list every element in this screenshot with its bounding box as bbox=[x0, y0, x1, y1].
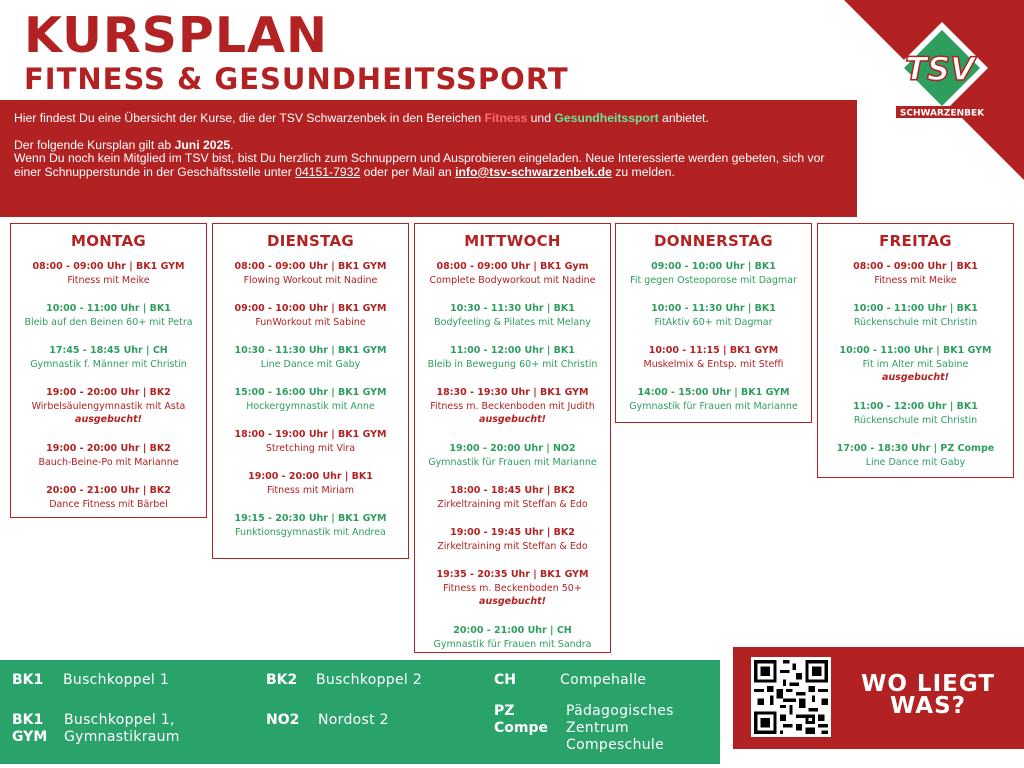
course-name: Muskelmix & Entsp. mit Steffi bbox=[643, 359, 784, 370]
course-entry bbox=[415, 344, 610, 371]
course-time: 10:30 - 11:30 Uhr | BK1 bbox=[450, 303, 575, 314]
legend-label: Buschkoppel 2 bbox=[316, 672, 423, 688]
course-entry bbox=[415, 302, 610, 329]
course-entry bbox=[616, 260, 811, 287]
course-name: Fitness mit Meike bbox=[67, 275, 150, 286]
logo-text: TSV bbox=[905, 50, 975, 88]
course-entry bbox=[818, 260, 1013, 287]
where-heading: WO LIEGT WAS? bbox=[860, 671, 996, 719]
course-time: 20:00 - 21:00 Uhr | BK2 bbox=[46, 485, 171, 496]
course-entry bbox=[818, 344, 1013, 385]
course-entry bbox=[11, 484, 206, 511]
course-name: Funktionsgymnastik mit Andrea bbox=[235, 527, 386, 538]
course-name: Zirkeltraining mit Steffan & Edo bbox=[437, 541, 588, 552]
intro-paragraph-1: Hier findest Du eine Übersicht der Kurse, die der TSV Schwarzenbek in den Bereichen Fitness und Gesundheitssport anbietet. bbox=[14, 111, 709, 125]
highlight-fitness: Fitness bbox=[484, 111, 528, 125]
day-title: MONTAG bbox=[70, 232, 147, 250]
course-name: FunWorkout mit Sabine bbox=[255, 317, 366, 328]
course-time: 19:35 - 20:35 Uhr | BK1 GYM bbox=[436, 569, 589, 580]
course-entry bbox=[818, 400, 1013, 427]
course-name: Bauch-Beine-Po mit Marianne bbox=[38, 457, 179, 468]
course-time: 10:30 - 11:30 Uhr | BK1 GYM bbox=[234, 345, 387, 356]
course-time: 08:00 - 09:00 Uhr | BK1 GYM bbox=[32, 261, 185, 272]
course-name: Gymnastik für Frauen mit Marianne bbox=[629, 401, 798, 412]
course-name: Fit gegen Osteoporose mit Dagmar bbox=[630, 275, 797, 286]
course-time: 19:00 - 20:00 Uhr | NO2 bbox=[449, 443, 576, 454]
location-legend bbox=[0, 660, 720, 764]
course-time: 14:00 - 15:00 Uhr | BK1 GYM bbox=[637, 387, 790, 398]
course-name: Fitness m. Beckenboden 50+ bbox=[443, 583, 582, 594]
course-name: Zirkeltraining mit Steffan & Edo bbox=[437, 499, 588, 510]
legend-code: NO2 bbox=[266, 712, 300, 728]
day-title: DIENSTAG bbox=[266, 232, 355, 250]
day-title: DONNERSTAG bbox=[654, 232, 773, 250]
course-name: Gymnastik für Frauen mit Marianne bbox=[428, 457, 597, 468]
course-entry bbox=[213, 386, 408, 413]
qr-code-icon[interactable] bbox=[751, 657, 831, 737]
course-time: 09:00 - 10:00 Uhr | BK1 bbox=[651, 261, 776, 272]
course-entry bbox=[818, 302, 1013, 329]
course-name: Complete Bodyworkout mit Nadine bbox=[429, 275, 596, 286]
course-name: Line Dance mit Gaby bbox=[865, 457, 966, 468]
course-time: 20:00 - 21:00 Uhr | CH bbox=[453, 625, 572, 636]
legend-label: Buschkoppel 1 bbox=[63, 672, 170, 688]
course-time: 19:00 - 20:00 Uhr | BK2 bbox=[46, 387, 171, 398]
course-name: Dance Fitness mit Bärbel bbox=[49, 499, 168, 510]
course-name: Fitness m. Beckenboden mit Judith bbox=[430, 401, 595, 412]
course-time: 11:00 - 12:00 Uhr | BK1 bbox=[853, 401, 978, 412]
course-entry bbox=[616, 344, 811, 371]
day-column-mittwoch bbox=[414, 223, 611, 653]
course-time: 10:00 - 11:30 Uhr | BK1 bbox=[651, 303, 776, 314]
course-entry bbox=[11, 344, 206, 371]
course-name: Fitness mit Meike bbox=[874, 275, 957, 286]
course-time: 19:15 - 20:30 Uhr | BK1 GYM bbox=[234, 513, 387, 524]
course-name: Wirbelsäulengymnastik mit Asta bbox=[31, 401, 186, 412]
course-time: 15:00 - 16:00 Uhr | BK1 GYM bbox=[234, 387, 387, 398]
email-link[interactable]: info@tsv-schwarzenbek.de bbox=[455, 164, 612, 179]
course-name: Stretching mit Vira bbox=[265, 443, 356, 454]
course-entry bbox=[213, 428, 408, 455]
day-column-dienstag bbox=[212, 223, 409, 559]
course-time: 08:00 - 09:00 Uhr | BK1 bbox=[853, 261, 978, 272]
course-entry bbox=[415, 526, 610, 553]
course-time: 08:00 - 09:00 Uhr | BK1 GYM bbox=[234, 261, 387, 272]
course-time: 18:30 - 19:30 Uhr | BK1 GYM bbox=[436, 387, 589, 398]
course-name: Line Dance mit Gaby bbox=[260, 359, 361, 370]
course-time: 19:00 - 20:00 Uhr | BK1 bbox=[248, 471, 373, 482]
course-name: Rückenschule mit Christin bbox=[853, 415, 978, 426]
tsv-logo-icon bbox=[888, 18, 996, 126]
legend-code: BK1 GYM bbox=[12, 712, 48, 745]
legend-code: CH bbox=[494, 672, 516, 688]
course-name: FitAktiv 60+ mit Dagmar bbox=[654, 317, 773, 328]
course-time: 10:00 - 11:15 | BK1 GYM bbox=[648, 345, 779, 356]
course-name: Bodyfeeling & Pilates mit Melany bbox=[434, 317, 591, 328]
page-subtitle: FITNESS & GESUNDHEITSSPORT bbox=[24, 62, 569, 96]
course-time: 17:45 - 18:45 Uhr | CH bbox=[49, 345, 168, 356]
legend-label: Buschkoppel 1, Gymnastikraum bbox=[64, 712, 180, 745]
day-column-montag bbox=[10, 223, 207, 518]
day-title: FREITAG bbox=[879, 232, 952, 250]
course-name: Fitness mit Miriam bbox=[266, 485, 355, 496]
course-time: 17:00 - 18:30 Uhr | PZ Compe bbox=[836, 443, 995, 454]
day-column-freitag bbox=[817, 223, 1014, 478]
course-time: 10:00 - 11:00 Uhr | BK1 GYM bbox=[839, 345, 992, 356]
course-entry bbox=[213, 260, 408, 287]
course-name: Bleib in Bewegung 60+ mit Christin bbox=[427, 359, 598, 370]
course-entry bbox=[415, 624, 610, 651]
day-column-donnerstag bbox=[615, 223, 812, 423]
course-name: Gymnastik f. Männer mit Christin bbox=[30, 359, 187, 370]
course-time: 19:00 - 19:45 Uhr | BK2 bbox=[450, 527, 575, 538]
course-entry bbox=[213, 302, 408, 329]
course-name: Gymnastik für Frauen mit Sandra bbox=[433, 639, 592, 650]
course-time: 08:00 - 09:00 Uhr | BK1 Gym bbox=[436, 261, 589, 272]
course-entry bbox=[213, 512, 408, 539]
course-entry bbox=[11, 442, 206, 469]
booked-out-note: ausgebucht! bbox=[75, 414, 142, 425]
course-entry bbox=[818, 442, 1013, 469]
booked-out-note: ausgebucht! bbox=[479, 414, 546, 425]
course-entry bbox=[616, 302, 811, 329]
course-time: 09:00 - 10:00 Uhr | BK1 GYM bbox=[234, 303, 387, 314]
booked-out-note: ausgebucht! bbox=[479, 596, 546, 607]
course-name: Fit im Alter mit Sabine bbox=[862, 359, 969, 370]
location-info-box bbox=[733, 647, 1024, 749]
course-time: 18:00 - 19:00 Uhr | BK1 GYM bbox=[234, 429, 387, 440]
course-time: 18:00 - 18:45 Uhr | BK2 bbox=[450, 485, 575, 496]
logo-club: SCHWARZENBEK bbox=[899, 108, 985, 119]
legend-label: Pädagogisches Zentrum Compeschule bbox=[566, 703, 674, 753]
page-title: KURSPLAN bbox=[24, 7, 328, 64]
course-entry bbox=[415, 442, 610, 469]
intro-box bbox=[0, 100, 857, 217]
legend-label: Compehalle bbox=[560, 672, 647, 688]
course-entry bbox=[213, 344, 408, 371]
logo-since: SEIT 1899 bbox=[926, 119, 958, 126]
booked-out-note: ausgebucht! bbox=[882, 372, 949, 383]
course-entry bbox=[415, 568, 610, 609]
legend-label: Nordost 2 bbox=[318, 712, 389, 728]
legend-code: BK1 bbox=[12, 672, 44, 688]
course-time: 19:00 - 20:00 Uhr | BK2 bbox=[46, 443, 171, 454]
course-entry bbox=[213, 470, 408, 497]
day-title: MITTWOCH bbox=[464, 232, 561, 250]
course-time: 10:00 - 11:00 Uhr | BK1 bbox=[46, 303, 171, 314]
course-entry bbox=[415, 484, 610, 511]
course-name: Rückenschule mit Christin bbox=[853, 317, 978, 328]
course-entry bbox=[415, 386, 610, 427]
course-name: Bleib auf den Beinen 60+ mit Petra bbox=[24, 317, 193, 328]
course-entry bbox=[415, 260, 610, 287]
course-entry bbox=[11, 260, 206, 287]
course-time: 11:00 - 12:00 Uhr | BK1 bbox=[450, 345, 575, 356]
course-entry bbox=[11, 386, 206, 427]
course-time: 10:00 - 11:00 Uhr | BK1 bbox=[853, 303, 978, 314]
legend-code: PZ Compe bbox=[494, 703, 548, 736]
highlight-gesundheitssport: Gesundheitssport bbox=[554, 111, 659, 125]
intro-paragraph-2: Der folgende Kursplan gilt ab Juni 2025. Wenn Du noch kein Mitglied im TSV bist, bist Du herzlich zum Schnuppern und Ausprobieren eingeladen. Neue Interessierte werden gebeten, sich vor einer Schnupperstunde in der Geschäftsstelle unter 04151-7932 oder per Mail an info@tsv-schwarzenbek.de zu melden. bbox=[14, 137, 825, 179]
course-name: Hockergymnastik mit Anne bbox=[246, 401, 375, 412]
course-entry bbox=[11, 302, 206, 329]
legend-code: BK2 bbox=[266, 672, 298, 688]
valid-from-date: Juni 2025 bbox=[174, 137, 231, 152]
phone-link[interactable]: 04151-7932 bbox=[295, 164, 361, 179]
course-name: Flowing Workout mit Nadine bbox=[243, 275, 378, 286]
course-entry bbox=[616, 386, 811, 413]
